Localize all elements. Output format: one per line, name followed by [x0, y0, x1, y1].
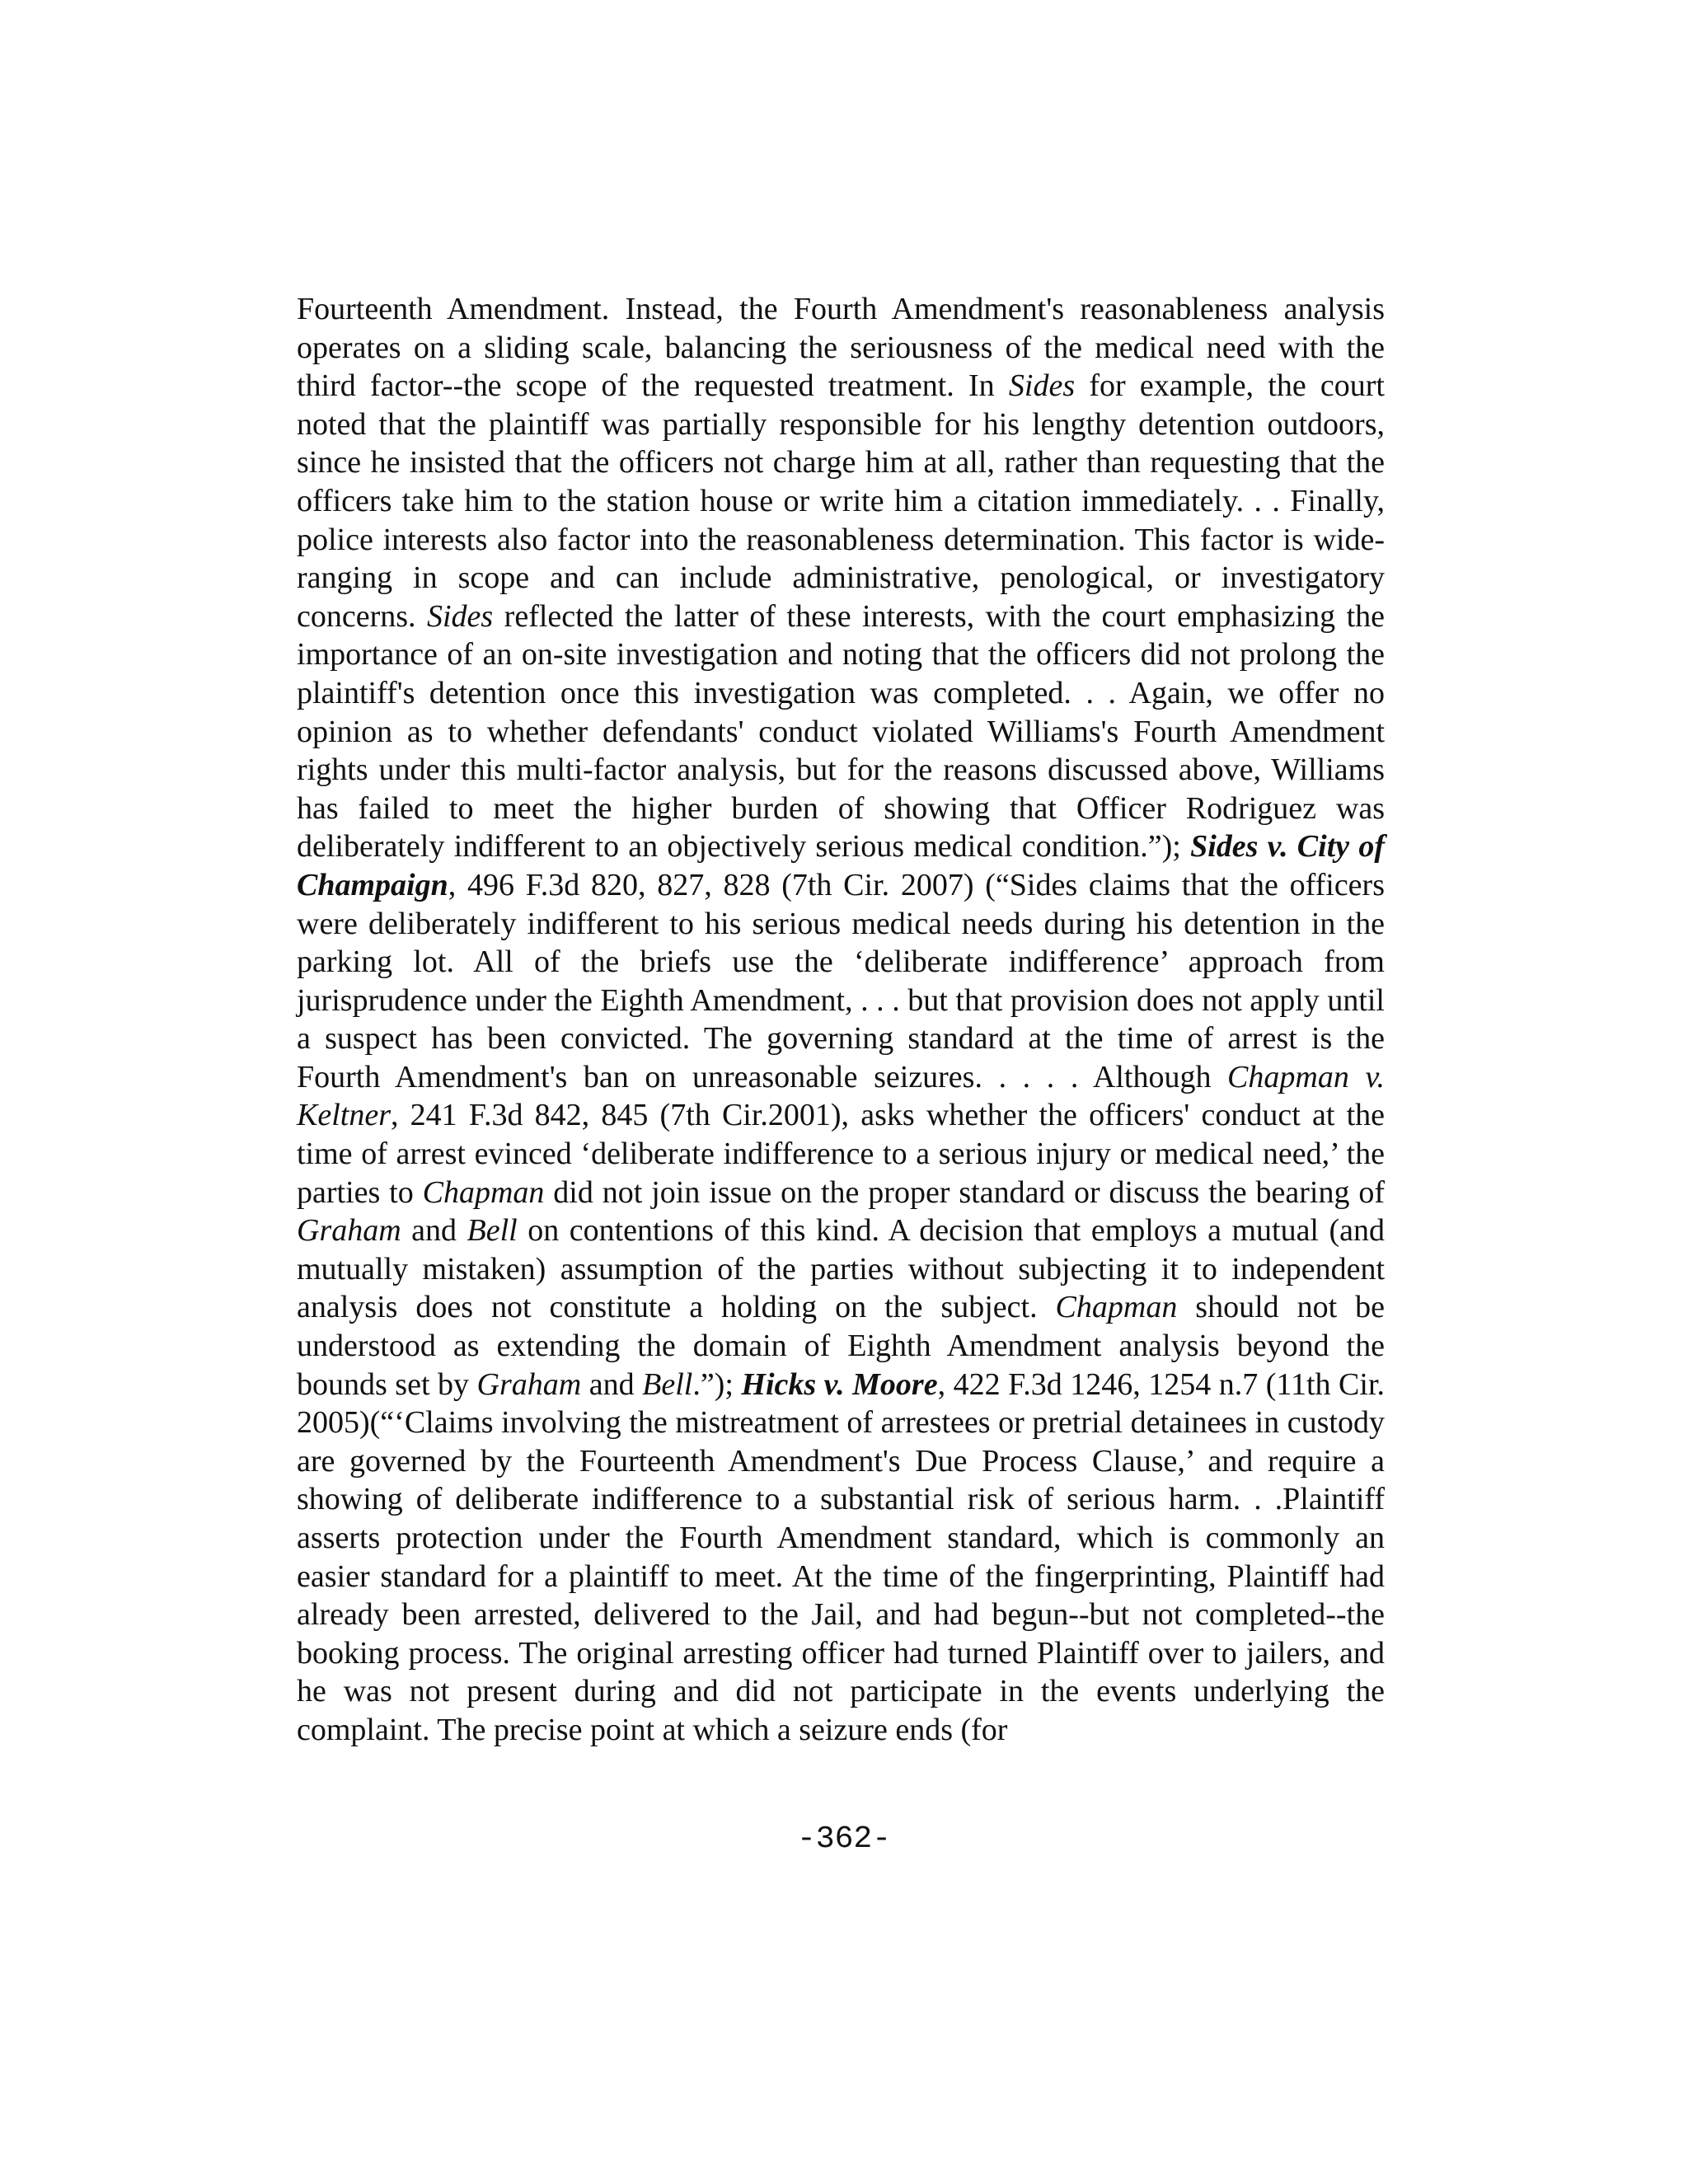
- case-citation-italic: Chapman: [422, 1174, 545, 1210]
- text-run: should not be understood as extending the domain of Eighth Amendment analysis beyond the bounds set by: [297, 1290, 1385, 1402]
- text-run: and: [581, 1366, 643, 1402]
- text-run: did not join issue on the proper standard or discuss the bearing of: [544, 1174, 1385, 1210]
- text-run: on contentions of this kind. A decision that employs a mutual (and mutually mistaken) assumption of the parties without subjecting it to independent analysis does not constitute a holding on the subject.: [297, 1213, 1385, 1325]
- case-citation-italic: Sides: [1008, 368, 1076, 404]
- case-citation-italic: Sides: [427, 598, 494, 634]
- text-run: and: [401, 1213, 467, 1249]
- body-paragraph: [297, 290, 1385, 1750]
- text-run: .”);: [692, 1366, 742, 1402]
- case-citation-italic: Bell: [467, 1213, 518, 1249]
- case-citation-italic: Bell: [642, 1366, 693, 1402]
- page-number: -362-: [796, 1821, 892, 1857]
- case-citation-italic: Chapman v. Keltner: [297, 1059, 1385, 1133]
- text-run: , 496 F.3d 820, 827, 828 (7th Cir. 2007) (“Sides claims that the officers were deliberately indifferent to his serious medical needs during his detention in the parking lot. All of the briefs use the ‘deliberate indifference’ approach from jurisprudence under the Eighth Amendment, . . . but that provision does not apply until a suspect has been convicted. The governing standard at the time of arrest is the Fourth Amendment's ban on unreasonable seizures. . . . . Although: [297, 867, 1385, 1094]
- text-run: , 422 F.3d 1246, 1254 n.7 (11th Cir. 2005)(“‘Claims involving the mistreatment of arrestees or pretrial detainees in custody are governed by the Fourteenth Amendment's Due Process Clause,’ and require a showing of deliberate indifference to a substantial risk of serious harm. . .Plaintiff asserts protection under the Fourth Amendment standard, which is commonly an easier standard for a plaintiff to meet. At the time of the fingerprinting, Plaintiff had already been arrested, delivered to the Jail, and had begun--but not completed--the booking process. The original arresting officer had turned Plaintiff over to jailers, and he was not present during and did not participate in the events underlying the complaint. The precise point at which a seizure ends (for: [297, 1366, 1386, 1747]
- text-run: for example, the court noted that the plaintiff was partially responsible for his lengthy detention outdoors, since he insisted that the officers not charge him at all, rather than requesting that the officers take him to the station house or write him a citation immediately. . . Finally, police interests also factor into the reasonableness determination. This factor is wide-ranging in scope and can include administrative, penological, or investigatory concerns.: [297, 368, 1385, 634]
- case-citation-italic: Graham: [476, 1366, 582, 1402]
- text-run: , 241 F.3d 842, 845 (7th Cir.2001), asks whether the officers' conduct at the time of arrest evinced ‘deliberate indifference to a serious injury or medical need,’ the parties to: [297, 1098, 1385, 1210]
- case-citation-italic: Graham: [297, 1213, 401, 1249]
- case-name-bold: Hicks v. Moore: [741, 1366, 938, 1402]
- text-run: Fourteenth Amendment. Instead, the Fourth Amendment's reasonableness analysis operates on a sliding scale, balancing the seriousness of the medical need with the third factor--the scope of the requested treatment. In: [297, 292, 1385, 404]
- case-citation-italic: Chapman: [1055, 1290, 1178, 1325]
- text-run: reflected the latter of these interests, with the court emphasizing the importance of an on-site investigation and noting that the officers did not prolong the plaintiff's detention once this investigation was completed. . . Again, we offer no opinion as to whether defendants' conduct violated Williams's Fourth Amendment rights under this multi-factor analysis, but for the reasons discussed above, Williams has failed to meet the higher burden of showing that Officer Rodriguez was deliberately indifferent to an objectively serious medical condition.”);: [297, 598, 1385, 865]
- case-name-bold: Sides v. City of Champaign: [297, 829, 1385, 902]
